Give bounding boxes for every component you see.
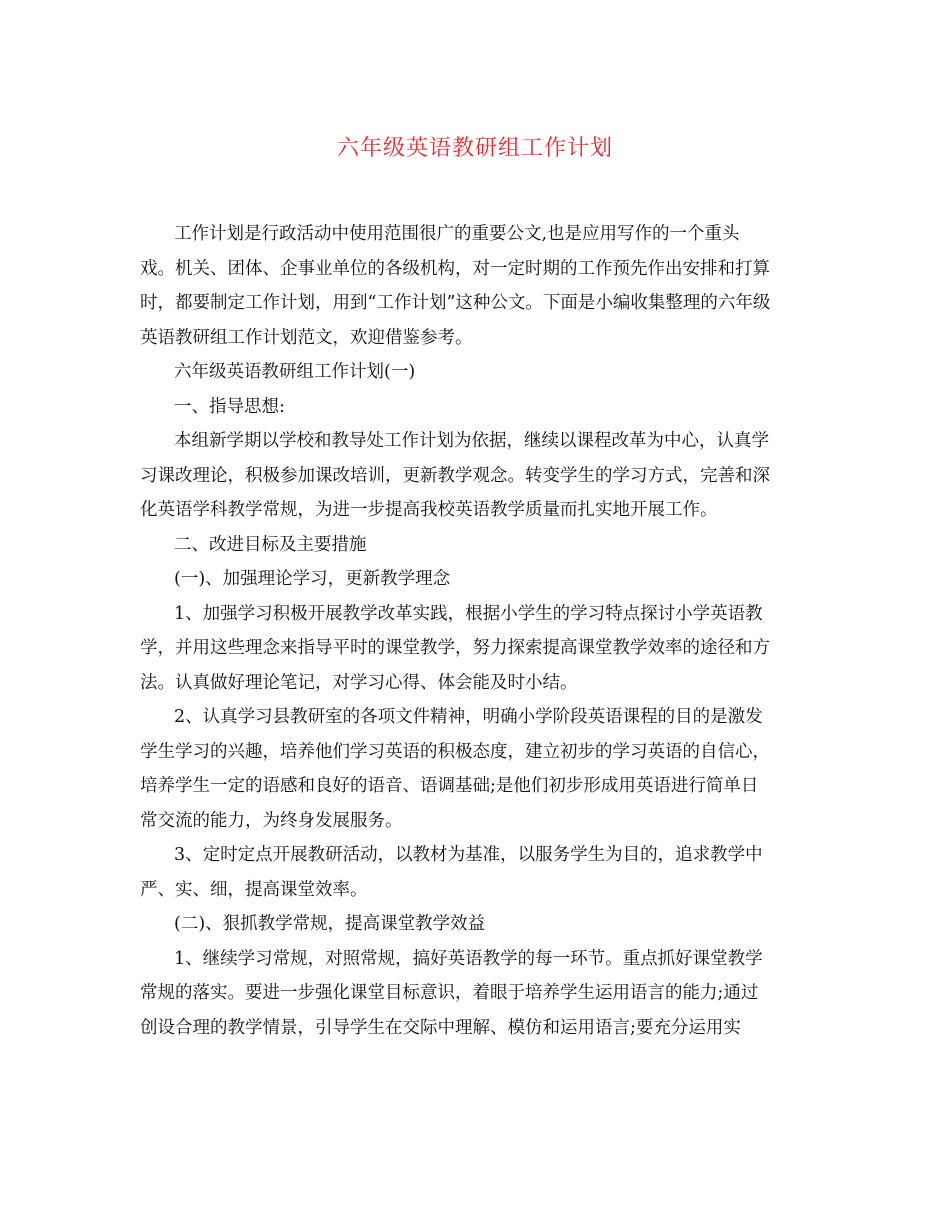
text-line: 英语教研组工作计划范文，欢迎借鉴参考。 xyxy=(140,327,473,348)
text-line: (一)、加强理论学习，更新教学理念 xyxy=(174,569,451,589)
text-line: (二)、狠抓教学常规，提高课堂教学效益 xyxy=(174,914,486,934)
text-line: 3、定时定点开展教研活动，以教材为基准，以服务学生为目的，追求教学中 xyxy=(174,845,763,865)
text-line: 本组新学期以学校和教导处工作计划为依据，继续以课程改革为中心，认真学 xyxy=(174,431,769,451)
text-line: 时，都要制定工作计划，用到“工作计划”这种公文。下面是小编收集整理的六年级 xyxy=(140,293,771,313)
document-title: 六年级英语教研组工作计划 xyxy=(336,136,613,161)
text-line: 1、继续学习常规，对照常规，搞好英语教学的每一环节。重点抓好课堂教学 xyxy=(174,948,763,969)
text-line: 学生学习的兴趣，培养他们学习英语的积极态度，建立初步的学习英语的自信心， xyxy=(140,741,770,762)
text-line: 常交流的能力，为终身发展服务。 xyxy=(140,810,403,831)
document-body xyxy=(140,217,812,1045)
text-line: 工作计划是行政活动中使用范围很广的重要公文,也是应用写作的一个重头 xyxy=(174,224,740,244)
text-line: 化英语学科教学常规，为进一步提高我校英语教学质量而扎实地开展工作。 xyxy=(140,500,718,520)
text-line: 六年级英语教研组工作计划(一) xyxy=(174,362,416,382)
text-line: 二、改进目标及主要措施 xyxy=(174,534,367,555)
text-line: 创设合理的教学情景，引导学生在交际中理解、模仿和运用语言;要充分运用实 xyxy=(140,1017,741,1038)
text-line: 2、认真学习县教研室的各项文件精神，明确小学阶段英语课程的目的是激发 xyxy=(174,707,763,727)
text-line: 法。认真做好理论笔记，对学习心得、体会能及时小结。 xyxy=(140,672,578,693)
text-line: 学，并用这些理念来指导平时的课堂教学，努力探索提高课堂教学效率的途径和方 xyxy=(140,638,770,658)
text-line: 戏。机关、团体、企事业单位的各级机构，对一定时期的工作预先作出安排和打算 xyxy=(140,258,770,279)
text-line: 一、指导思想: xyxy=(174,396,285,417)
text-line: 常规的落实。要进一步强化课堂目标意识，着眼于培养学生运用语言的能力;通过 xyxy=(140,983,759,1003)
text-line: 1、加强学习积极开展教学改革实践，根据小学生的学习特点探讨小学英语教 xyxy=(174,603,763,624)
text-line: 培养学生一定的语感和良好的语音、语调基础;是他们初步形成用英语进行简单日 xyxy=(140,776,759,796)
text-line: 习课改理论，积极参加课改培训，更新教学观念。转变学生的学习方式，完善和深 xyxy=(140,465,770,486)
text-line: 严、实、细，提高课堂效率。 xyxy=(140,879,368,900)
